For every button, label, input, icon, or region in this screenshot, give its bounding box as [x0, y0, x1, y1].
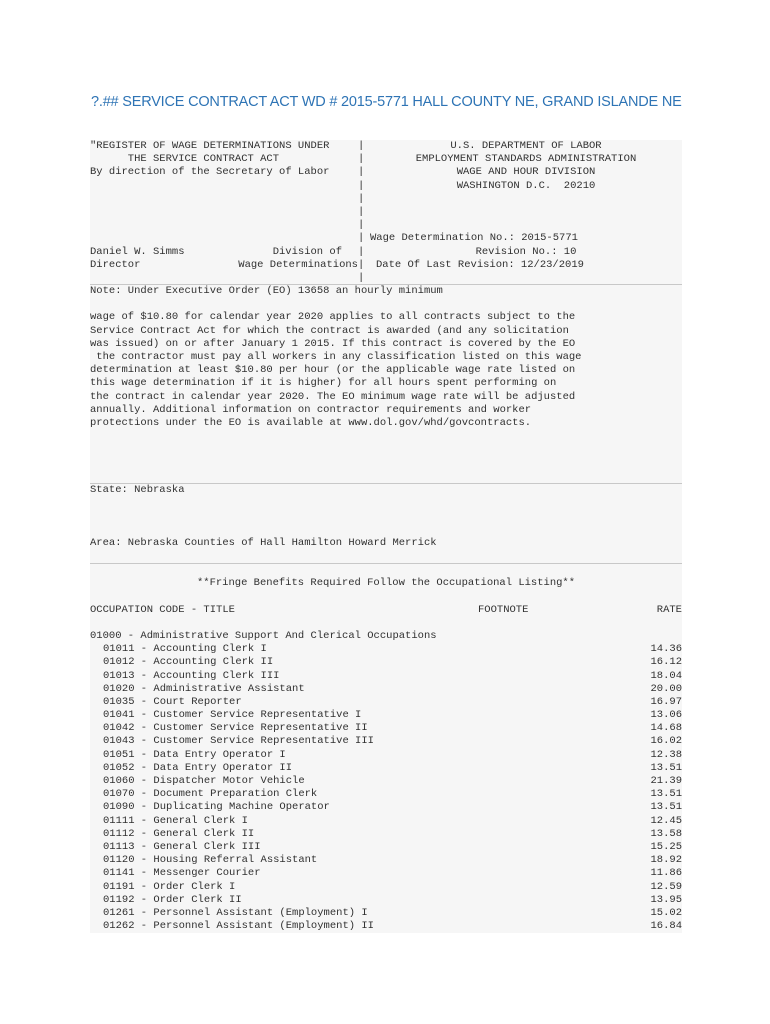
register-title-line1: "REGISTER OF WAGE DETERMINATIONS UNDER — [90, 140, 330, 152]
occupation-row — [90, 920, 682, 933]
occupation-table-header — [90, 604, 682, 617]
occupation-title: 01035 - Court Reporter — [103, 695, 242, 708]
note-line: protections under the EO is available at www.dol.gov/whd/govcontracts. — [90, 416, 532, 429]
last-revision-date: Date Of Last Revision: 12/23/2019 — [376, 258, 584, 271]
occupation-row — [90, 894, 682, 907]
occupation-rate: 16.97 — [650, 695, 682, 708]
occupation-row — [90, 670, 682, 683]
section-divider — [90, 470, 682, 484]
occupation-title: 01141 - Messenger Courier — [103, 867, 261, 880]
occupation-rate: 14.68 — [650, 722, 682, 735]
occupation-row — [90, 881, 682, 894]
register-title-line2: THE SERVICE CONTRACT ACT — [90, 153, 280, 166]
wage-determination-number: Wage Determination No.: 2015-5771 — [370, 232, 578, 245]
occupation-row — [90, 656, 682, 669]
occupation-title: 01020 - Administrative Assistant — [103, 682, 305, 695]
occupation-row — [90, 867, 682, 880]
signer-title: Director — [90, 258, 141, 271]
note-line: the contractor must pay all workers in any classification listed on this wage — [90, 351, 582, 363]
division-line2: Wage Determinations — [238, 258, 358, 271]
occupation-rate: 13.06 — [650, 709, 682, 722]
occupation-row — [90, 696, 682, 709]
occupation-rate: 13.51 — [650, 788, 682, 801]
note-line: the contract in calendar year 2020. The EO minimum wage rate will be adjusted — [90, 390, 576, 403]
occupation-row — [90, 735, 682, 748]
occupation-row — [90, 788, 682, 801]
section-divider: | — [90, 272, 682, 285]
occupation-rate: 15.02 — [650, 906, 682, 919]
occupation-rate: 13.95 — [650, 893, 682, 906]
administration-name: EMPLOYMENT STANDARDS ADMINISTRATION — [415, 153, 637, 166]
note-intro: Note: Under Executive Order (EO) 13658 an hourly minimum — [90, 285, 443, 298]
header-footnote: FOOTNOTE — [478, 603, 529, 616]
occupation-rate: 20.00 — [650, 682, 682, 695]
occupation-rate: 13.51 — [650, 761, 682, 774]
revision-number: Revision No.: 10 — [475, 245, 577, 258]
occupation-group: 01000 - Administrative Support And Clerical Occupations — [90, 629, 437, 642]
occupation-title: 01090 - Duplicating Machine Operator — [103, 801, 330, 814]
occupation-rate: 12.45 — [650, 814, 682, 827]
occupation-title: 01111 - General Clerk I — [103, 814, 248, 827]
section-divider — [90, 550, 682, 564]
document-heading: ?.## SERVICE CONTRACT ACT WD # 2015-5771 HALL COUNTY NE, GRAND ISLANDE NE — [91, 94, 682, 110]
fringe-benefits-note: **Fringe Benefits Required Follow the Occupational Listing** — [196, 577, 576, 590]
occupation-rate: 15.25 — [650, 840, 682, 853]
occupation-rate: 13.58 — [650, 827, 682, 840]
note-line: this wage determination if it is higher) for all hours spent performing on — [90, 377, 557, 390]
note-line: wage of $10.80 for calendar year 2020 applies to all contracts subject to the — [90, 311, 576, 324]
occupation-title: 01261 - Personnel Assistant (Employment) I — [103, 906, 368, 919]
occupation-title: 01011 - Accounting Clerk I — [103, 643, 267, 656]
register-row: "REGISTER OF WAGE DETERMINATIONS UNDER | U.S. DEPARTMENT OF LABOR — [90, 140, 682, 153]
occupation-rate: 21.39 — [650, 775, 682, 787]
occupation-row — [90, 709, 682, 722]
occupation-title: 01112 - General Clerk II — [103, 827, 255, 840]
occupation-rate: 13.51 — [650, 801, 682, 814]
note-line: annually. Additional information on contractor requirements and worker — [90, 403, 532, 416]
occupation-title: 01013 - Accounting Clerk III — [103, 669, 280, 682]
occupation-row — [90, 722, 682, 735]
occupation-row — [90, 907, 682, 920]
occupation-rate: 16.12 — [650, 656, 682, 669]
occupation-rate: 12.59 — [650, 880, 682, 893]
division-name: WAGE AND HOUR DIVISION — [456, 166, 596, 179]
occupation-title: 01041 - Customer Service Representative I — [103, 709, 362, 722]
header-occupation-title: OCCUPATION CODE - TITLE — [90, 603, 235, 616]
note-line: was issued) on or after January 1 2015. If this contract is covered by the EO — [90, 337, 576, 350]
occupation-row — [90, 854, 682, 867]
occupation-title: 01070 - Document Preparation Clerk — [103, 788, 318, 801]
note-line: Service Contract Act for which the contract is awarded (and any solicitation — [90, 324, 569, 337]
occupation-title: 01262 - Personnel Assistant (Employment) II — [103, 920, 374, 933]
department-name: U.S. DEPARTMENT OF LABOR — [450, 140, 602, 152]
wage-determination-body: "REGISTER OF WAGE DETERMINATIONS UNDER | U.S. DEPARTMENT OF LABOR THE SERVICE CONTRACT ACT | EMPLOYMENT STANDARDS ADMINISTRATION By direction of the Secretary of Labor | WAGE AND HOUR DIVISION | WASHINGTON D.C. 20210 | | | | Wage Determination No.: 2015-5771 Daniel W. Simms Division of | Revision No.: 10 Director Wage Determinations | Date Of Last Revision: 12/23/2019 | Note: Under Executive Order (EO) 13658 an hourly minimum wage of $10.80 for calendar year 2020 applies to all contracts subject to the Service Contract Act for which the contract is awarded (and any solicitation was issued) on or after January 1 2015. If this contract is covered by the EO the contractor must pay all workers in any classification listed on this wage determination at least $10.80 per hour (or the applicable wage rate listed on this wage determination if it is higher) for all hours spent performing on the contract in calendar year 2020. The EO minimum wage rate will be adjusted annually. Additional information on contractor requirements and worker protections under the EO is available at www.dol.gov/whd/govcontracts. State: Nebraska Area: Nebraska Counties of Hall Hamilton Howard Merrick **Fringe Benefits Required Follow the Occupational Listing** OCCUPATION CODE - TITLE FOOTNOTE RATE 01000 - Administrative Support And Clerical Occupations 01011 - Accounting Clerk I 14.36 01012 - Accounting Clerk II 16.12 01013 - Accounting Clerk III 18.04 01020 - Administrative Assistant 20.00 01035 - Court Reporter 16.97 01041 - Customer Service Representative I 13.06 01042 - Customer Service Representative II 14.68 01043 - Customer Service Representative III 16.02 01051 - Data Entry Operator I 12.38 01052 - Data Entry Operator II 13.51 01060 - Dispatcher Motor Vehicle 21.39 01070 - Document Preparation Clerk 13.51 01090 - Duplicating Machine Operator 13.51 01111 - General Clerk I 12.45 01112 - General Clerk II 13.58 01113 - General Clerk III 15.25 01120 - Housing Referral Assistant 18.92 01141 - Messenger Courier 11.86 01191 - Order Clerk I 12.59 01192 - Order Clerk II 13.95 01261 - Personnel Assistant (Employment) I 15.02 01262 - Personnel Assistant (Employment) II 16.84 — [90, 140, 682, 933]
occupation-row — [90, 801, 682, 814]
occupation-rate: 14.36 — [650, 643, 682, 656]
occupation-rate: 18.04 — [650, 669, 682, 682]
occupation-title: 01192 - Order Clerk II — [103, 893, 242, 906]
occupation-row — [90, 828, 682, 841]
occupation-title: 01012 - Accounting Clerk II — [103, 656, 274, 669]
occupation-list — [90, 643, 682, 933]
occupation-row — [90, 683, 682, 696]
note-line: determination at least $10.80 per hour (or the applicable wage rate listed on — [90, 364, 576, 377]
occupation-rate: 18.92 — [650, 854, 682, 867]
division-line1: Division of — [272, 245, 342, 258]
occupation-title: 01042 - Customer Service Representative II — [103, 722, 368, 735]
occupation-title: 01191 - Order Clerk I — [103, 880, 236, 893]
department-address: WASHINGTON D.C. 20210 — [456, 179, 596, 192]
occupation-row — [90, 841, 682, 854]
occupation-title: 01043 - Customer Service Representative III — [103, 735, 374, 748]
occupation-row — [90, 762, 682, 775]
header-rate: RATE — [656, 603, 682, 616]
occupation-title: 01113 - General Clerk III — [103, 840, 261, 853]
occupation-row — [90, 775, 682, 788]
area-label: Area: Nebraska Counties of Hall Hamilton Howard Merrick — [90, 536, 437, 549]
occupation-row — [90, 815, 682, 828]
occupation-title: 01052 - Data Entry Operator II — [103, 761, 293, 774]
occupation-title: 01051 - Data Entry Operator I — [103, 748, 286, 761]
register-title-line3: By direction of the Secretary of Labor — [90, 166, 330, 179]
state-label: State: Nebraska — [90, 483, 185, 496]
occupation-rate: 12.38 — [650, 748, 682, 761]
occupation-row — [90, 643, 682, 656]
occupation-rate: 11.86 — [650, 867, 682, 880]
occupation-rate: 16.84 — [650, 920, 682, 933]
occupation-row — [90, 749, 682, 762]
occupation-title: 01120 - Housing Referral Assistant — [103, 854, 318, 867]
note-paragraph — [90, 311, 682, 430]
signer-name: Daniel W. Simms — [90, 245, 185, 258]
occupation-title: 01060 - Dispatcher Motor Vehicle — [103, 775, 305, 787]
occupation-rate: 16.02 — [650, 735, 682, 748]
